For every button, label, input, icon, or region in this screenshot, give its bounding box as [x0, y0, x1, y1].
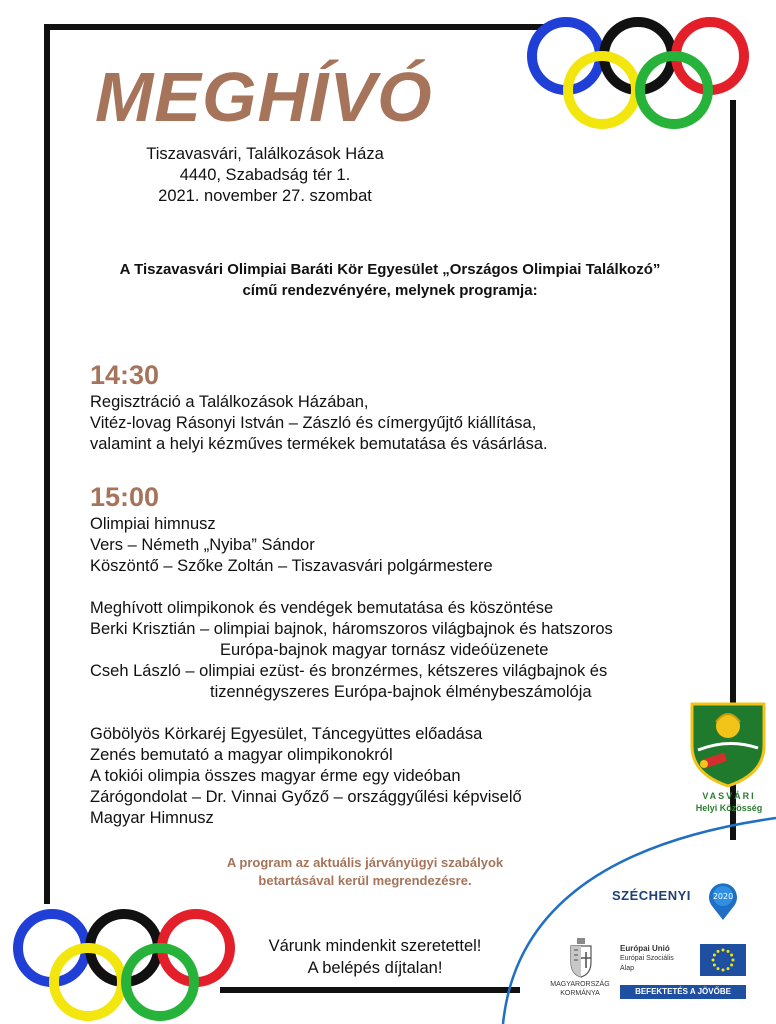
venue-address: 4440, Szabadság tér 1.	[179, 166, 351, 184]
time-1430: 14:30	[90, 360, 160, 390]
vasvari-coat-of-arms-icon	[688, 700, 768, 788]
welcome-line-1: Várunk mindenkit szeretettel!	[268, 937, 482, 955]
list-item: Vitéz-lovag Rásonyi István – Zászló és címergyűjtő kiállítása,	[90, 414, 537, 432]
venue-name: Tiszavasvári, Találkozások Háza	[146, 145, 384, 163]
list-item: Zenés bemutató a magyar olimpikonokról	[90, 746, 393, 764]
list-item: valamint a helyi kézműves termékek bemutatása és vásárlása.	[90, 435, 548, 453]
guest-1-line-2: Európa-bajnok magyar tornász videóüzenete	[220, 641, 549, 659]
list-item: A tokiói olimpia összes magyar érme egy videóban	[90, 767, 461, 785]
notice-line-2: betartásával kerül megrendezésre.	[258, 873, 472, 888]
szechenyi-2020-icon	[706, 880, 740, 922]
list-item: Zárógondolat – Dr. Vinnai Győző – országgyűlési képviselő	[90, 788, 522, 806]
venue-info	[120, 144, 410, 207]
guest-2-line-2: tizennégyszeres Európa-bajnok élménybeszámolója	[210, 683, 592, 701]
olympic-rings-top-icon	[522, 12, 758, 130]
event-date: 2021. november 27. szombat	[158, 187, 372, 205]
guests-intro: Meghívott olimpikonok és vendégek bemutatása és köszöntése	[90, 599, 554, 617]
program-block-1500	[90, 484, 710, 829]
welcome-text	[240, 935, 510, 979]
vasvari-line-1: VASVÁRI	[702, 791, 756, 801]
notice-line-1: A program az aktuális járványügyi szabályok	[226, 855, 504, 870]
time-1500: 15:00	[90, 482, 160, 512]
frame-bottom	[220, 987, 520, 993]
list-item: Köszöntő – Szőke Zoltán – Tiszavasvári polgármestere	[90, 557, 493, 575]
list-item: Regisztráció a Találkozások Házában,	[90, 393, 369, 411]
page-title: MEGHÍVÓ	[95, 58, 433, 136]
vasvari-line-2: Helyi Közösség	[695, 803, 763, 813]
list-item: Vers – Németh „Nyiba” Sándor	[90, 536, 315, 554]
notice-text	[200, 854, 530, 890]
program-block-1430	[90, 362, 710, 455]
befektetes-banner: BEFEKTETÉS A JÖVŐBE	[620, 985, 746, 999]
program-items-1500	[90, 514, 710, 829]
frame-top	[44, 24, 544, 30]
olympic-rings-bottom-icon	[8, 904, 244, 1022]
vasvari-label	[686, 790, 772, 814]
guest-1-line-1: Berki Krisztián – olimpiai bajnok, háromszoros világbajnok és hatszoros	[90, 620, 613, 638]
szechenyi-year: 2020	[712, 892, 734, 901]
guest-2-line-1: Cseh László – olimpiai ezüst- és bronzérmes, kétszeres világbajnok és	[90, 662, 608, 680]
list-item: Olimpiai himnusz	[90, 515, 216, 533]
welcome-line-2: A belépés díjtalan!	[307, 959, 443, 977]
intro-line-2: című rendezvényére, melynek programja:	[242, 282, 538, 299]
list-item: Göbölyös Körkaréj Egyesület, Táncegyüttes előadása	[90, 725, 483, 743]
frame-left	[44, 24, 50, 904]
kormany-label	[545, 980, 615, 998]
eu-label	[620, 944, 674, 974]
szechenyi-label: SZÉCHENYI	[612, 888, 691, 903]
eu-line-1: Európai Unió	[620, 944, 670, 953]
intro-line-1: A Tiszavasvári Olimpiai Baráti Kör Egyesület „Országos Olimpiai Találkozó”	[119, 261, 661, 278]
intro-text	[60, 259, 720, 301]
kormany-line-2: KORMÁNYA	[560, 990, 600, 997]
hungarian-coat-of-arms-icon	[568, 938, 594, 978]
eu-line-3: Alap	[620, 965, 635, 972]
eu-line-2: Európai Szociális	[620, 955, 674, 962]
kormany-line-1: MAGYARORSZÁG	[550, 981, 610, 988]
eu-flag-icon	[700, 944, 746, 976]
program-items-1430	[90, 392, 710, 455]
list-item: Magyar Himnusz	[90, 809, 214, 827]
